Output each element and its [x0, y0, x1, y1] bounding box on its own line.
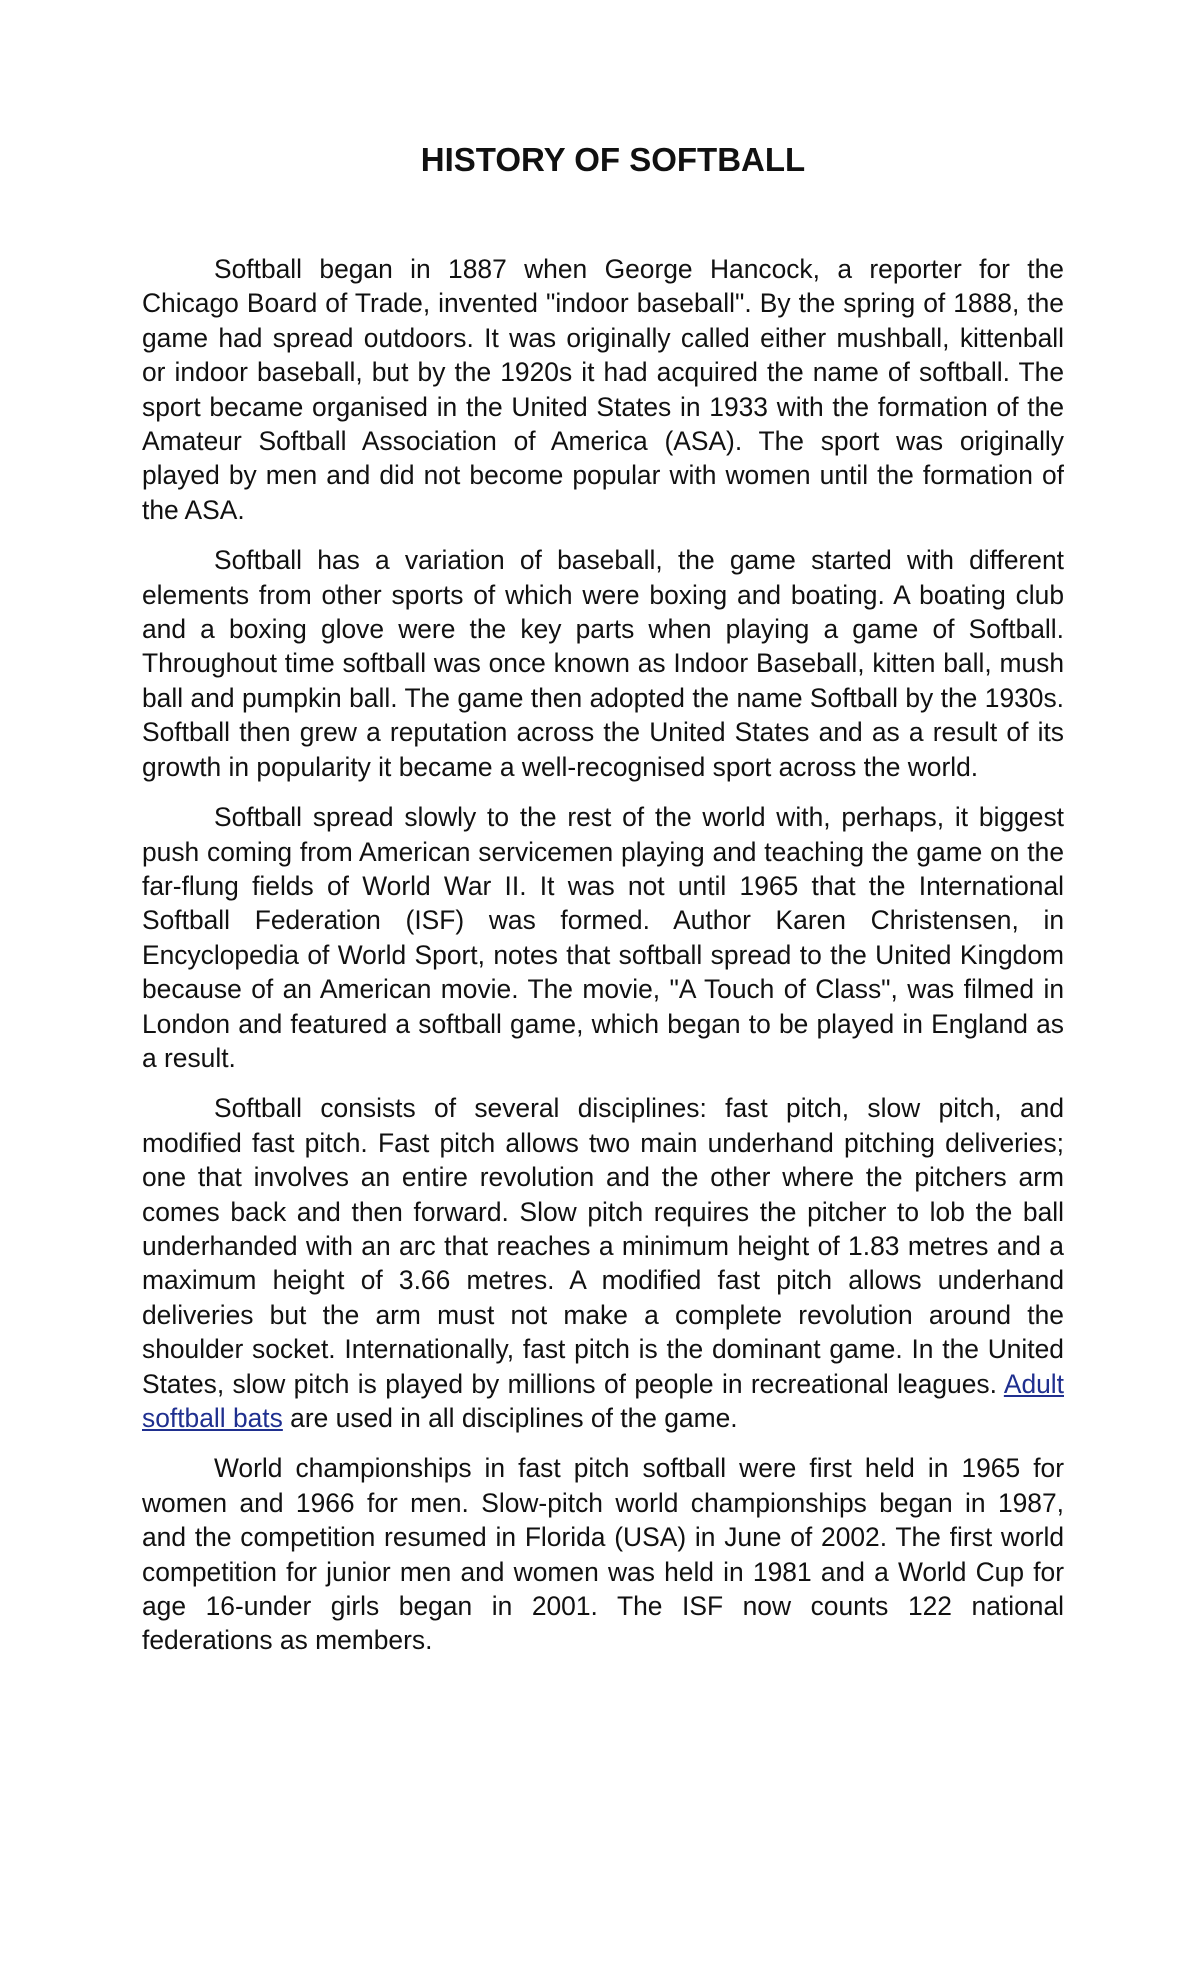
page-title: HISTORY OF SOFTBALL: [420, 141, 806, 178]
paragraph-origins: Softball began in 1887 when George Hancock, a reporter for the Chicago Board of Trade, invented "indoor baseball". By the spring of 1888, the game had spread outdoors. It was originally called either mushball, kittenball or indoor baseball, but by the 1920s it had acquired the name of softball. The sport became organised in the United States in 1933 with the formation of the Amateur Softball Association of America (ASA). The sport was originally played by men and did not become popular with women until the formation of the ASA.: [142, 254, 1064, 525]
document-body: [142, 252, 1064, 1674]
adult-softball-bats-link[interactable]: Adult softball bats: [142, 1368, 1064, 1433]
disciplines-text-after-link: are used in all disciplines of the game.: [282, 1403, 738, 1433]
paragraph-variation: Softball has a variation of baseball, the game started with different elements from other sports of which were boxing and boating. A boating club and a boxing glove were the key parts when playing a game of Softball. Throughout time softball was once known as Indoor Baseball, kitten ball, mush ball and pumpkin ball. The game then adopted the name Softball by the 1930s. Softball then grew a reputation across the United States and as a result of its growth in popularity it became a well-recognised sport across the world.: [142, 545, 1064, 782]
paragraph-championships: World championships in fast pitch softball were first held in 1965 for women and 1966 for men. Slow-pitch world championships began in 1987, and the competition resumed in Florida (USA) in June of 2002. The first world competition for junior men and women was held in 1981 and a World Cup for age 16-under girls began in 2001. The ISF now counts 122 national federations as members.: [142, 1453, 1064, 1656]
paragraph-disciplines: [142, 1091, 1064, 1435]
disciplines-text-before-link: Softball consists of several disciplines: fast pitch, slow pitch, and modified fast pitch. Fast pitch allows two main underhand pitching deliveries; one that involves an entire revolution and the other where the pitchers arm comes back and then forward. Slow pitch requires the pitcher to lob the ball underhanded with an arc that reaches a minimum height of 1.83 metres and a maximum height of 3.66 metres. A modified fast pitch allows underhand deliveries but the arm must not make a complete revolution around the shoulder socket. Internationally, fast pitch is the dominant game. In the United States, slow pitch is played by millions of people in recreational leagues.: [142, 1093, 1064, 1399]
paragraph-world-spread: Softball spread slowly to the rest of the world with, perhaps, it biggest push coming from American servicemen playing and teaching the game on the far-flung fields of World War II. It was not until 1965 that the International Softball Federation (ISF) was formed. Author Karen Christensen, in Encyclopedia of World Sport, notes that softball spread to the United Kingdom because of an American movie. The movie, "A Touch of Class", was filmed in London and featured a softball game, which began to be played in England as a result.: [142, 802, 1064, 1073]
